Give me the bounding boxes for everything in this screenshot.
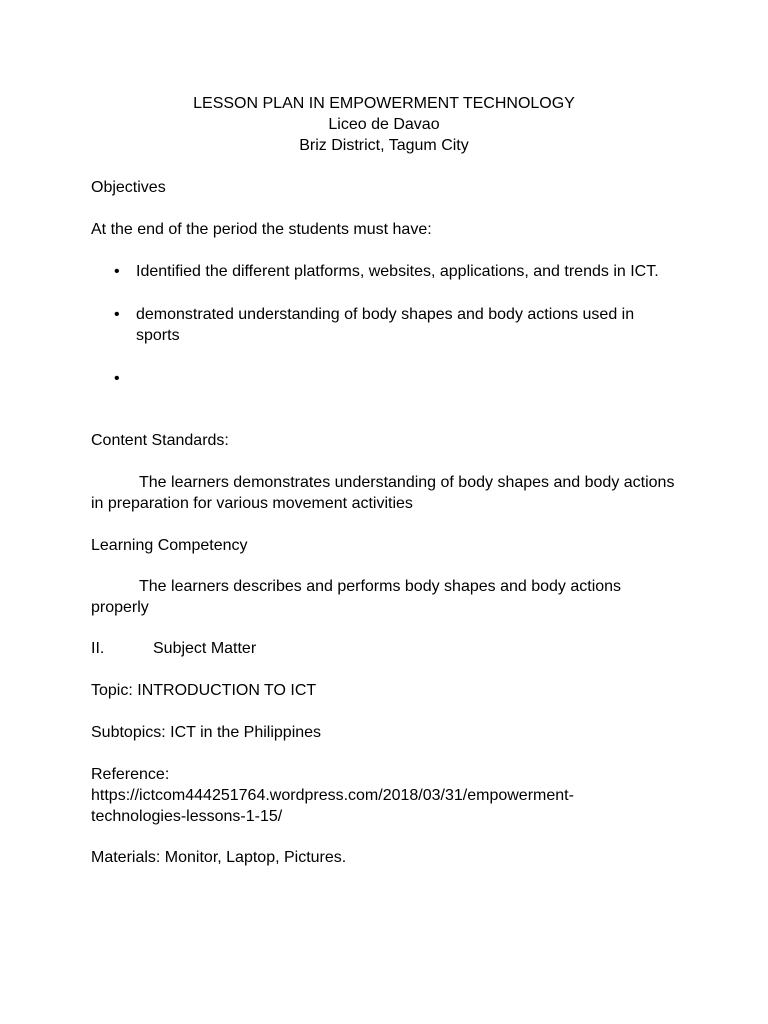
section-number: II. (91, 640, 105, 657)
list-item (91, 261, 681, 282)
document-header (0, 93, 768, 156)
content-standards-text: The learners demonstrates understanding of body shapes and body actions in preparation for various movement activities (91, 474, 675, 512)
objectives-heading: Objectives (91, 179, 166, 196)
reference-label: Reference: (91, 766, 170, 783)
content-standards-heading: Content Standards: (91, 432, 229, 449)
school-location: Briz District, Tagum City (299, 137, 469, 154)
school-name: Liceo de Davao (328, 116, 440, 133)
objective-text: Identified the different platforms, websites, applications, and trends in ICT. (136, 263, 659, 280)
list-item (91, 368, 681, 389)
subject-matter-heading (91, 638, 681, 659)
document-title: LESSON PLAN IN EMPOWERMENT TECHNOLOGY (193, 95, 575, 112)
subtopics-line: Subtopics: ICT in the Philippines (91, 724, 322, 741)
learning-competency-text: The learners describes and performs body shapes and body actions properly (91, 578, 622, 616)
objective-text: demonstrated understanding of body shapes and body actions used in sports (136, 306, 635, 344)
list-item (91, 304, 681, 346)
bullet-icon: • (114, 306, 120, 323)
objectives-list (91, 261, 681, 389)
materials-line: Materials: Monitor, Laptop, Pictures. (91, 849, 347, 866)
bullet-icon: • (114, 370, 120, 387)
reference-link[interactable]: https://ictcom444251764.wordpress.com/2018/03/31/empowerment-technologies-lessons-1-15/ (91, 787, 574, 825)
topic-line: Topic: INTRODUCTION TO ICT (91, 682, 317, 699)
bullet-icon: • (114, 263, 120, 280)
section-title: Subject Matter (153, 640, 257, 657)
objectives-intro: At the end of the period the students must have: (91, 221, 432, 238)
learning-competency-heading: Learning Competency (91, 537, 248, 554)
